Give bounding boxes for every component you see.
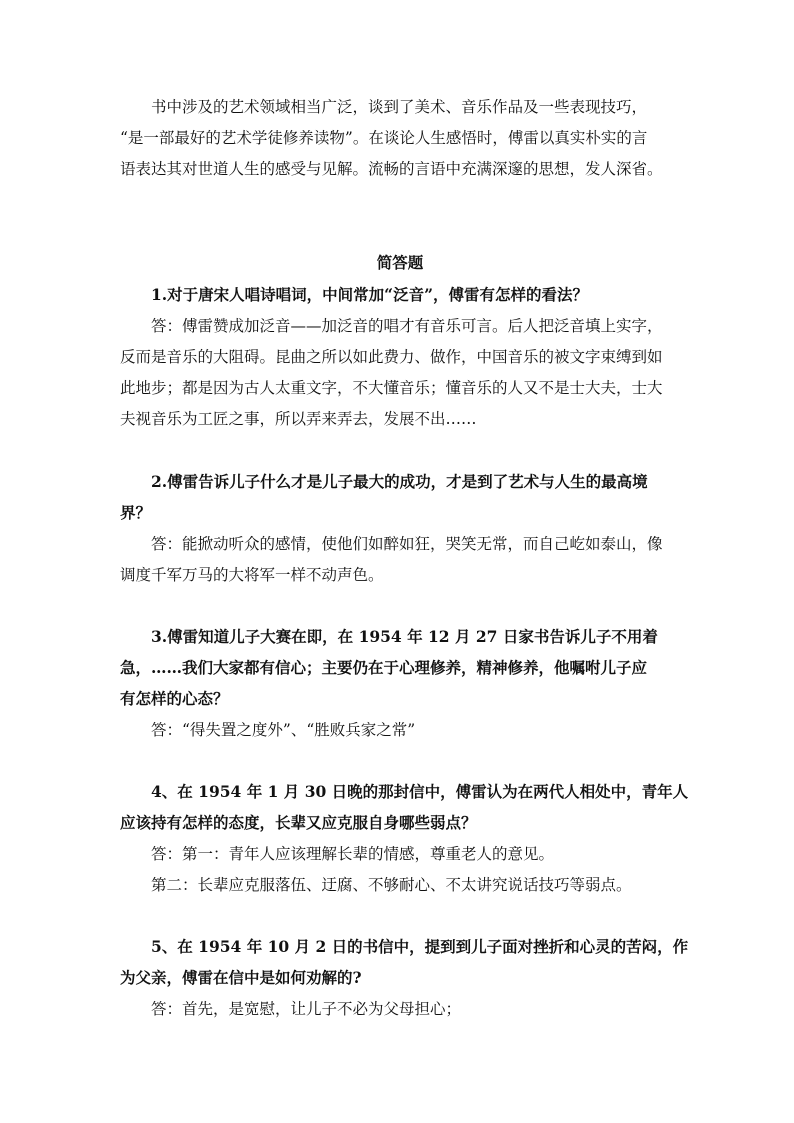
- question-1-line-1: 1.对于唐宋人唱诗唱词，中间常加“泛音”，傅雷有怎样的看法？: [151, 285, 589, 304]
- question-5-line-2: 为父亲，傅雷在信中是如何劝解的?: [120, 968, 362, 987]
- answer-4-line-1: 答：第一：青年人应该理解长辈的情感，尊重老人的意见。: [151, 845, 555, 863]
- answer-1-line-1: 答：傅雷赞成加泛音——加泛音的唱才有音乐可言。后人把泛音填上实字，: [151, 317, 663, 335]
- answer-2-line-2: 调度千军万马的大将军一样不动声色。: [120, 566, 384, 584]
- answer-5-line-1: 答：首先，是宽慰，让儿子不必为父母担心；: [151, 1000, 462, 1018]
- answer-3-line-1: 答：“得失置之度外”、“胜败兵家之常”: [151, 721, 416, 739]
- answer-2-line-1: 答：能掀动听众的感情，使他们如醉如狂，哭笑无常，而自己屹如泰山，像: [151, 535, 663, 553]
- intro-line-1: 书中涉及的艺术领域相当广泛，谈到了美术、音乐作品及一些表现技巧，: [151, 98, 648, 116]
- intro-line-3: 语表达其对世道人生的感受与见解。流畅的言语中充满深邃的思想，发人深省。: [120, 160, 663, 178]
- intro-line-2: “是一部最好的艺术学徒修养读物”。在谈论人生感悟时，傅雷以真实朴实的言: [120, 129, 648, 147]
- question-2-line-1: 2.傅雷告诉儿子什么才是儿子最大的成功，才是到了艺术与人生的最高境: [151, 472, 648, 491]
- question-3-line-1: 3.傅雷知道儿子大赛在即，在 1954 年 12 月 27 日家书告诉儿子不用着: [151, 627, 658, 646]
- answer-1-line-4: 夫视音乐为工匠之事，所以弄来弄去，发展不出……: [120, 410, 477, 428]
- answer-1-line-3: 此地步；都是因为古人太重文字，不大懂音乐；懂音乐的人又不是士大夫，士大: [120, 379, 663, 397]
- answer-4-line-2: 第二：长辈应克服落伍、迂腐、不够耐心、不太讲究说话技巧等弱点。: [151, 876, 632, 894]
- question-3-line-3: 有怎样的心态？: [120, 689, 229, 708]
- question-5-line-1: 5、在 1954 年 10 月 2 日的书信中，提到到儿子面对挫折和心灵的苦闷，作: [151, 937, 689, 956]
- section-title: 简答题: [376, 253, 424, 272]
- answer-1-line-2: 反而是音乐的大阻碍。昆曲之所以如此费力、做作，中国音乐的被文字束缚到如: [120, 348, 663, 366]
- question-4-line-2: 应该持有怎样的态度，长辈又应克服自身哪些弱点？: [120, 813, 477, 832]
- question-4-line-1: 4、在 1954 年 1 月 30 日晚的那封信中，傅雷认为在两代人相处中，青年人: [151, 782, 689, 801]
- question-3-line-2: 急，……我们大家都有信心；主要仍在于心理修养，精神修养，他嘱咐儿子应: [120, 658, 648, 677]
- question-2-line-2: 界？: [120, 503, 152, 522]
